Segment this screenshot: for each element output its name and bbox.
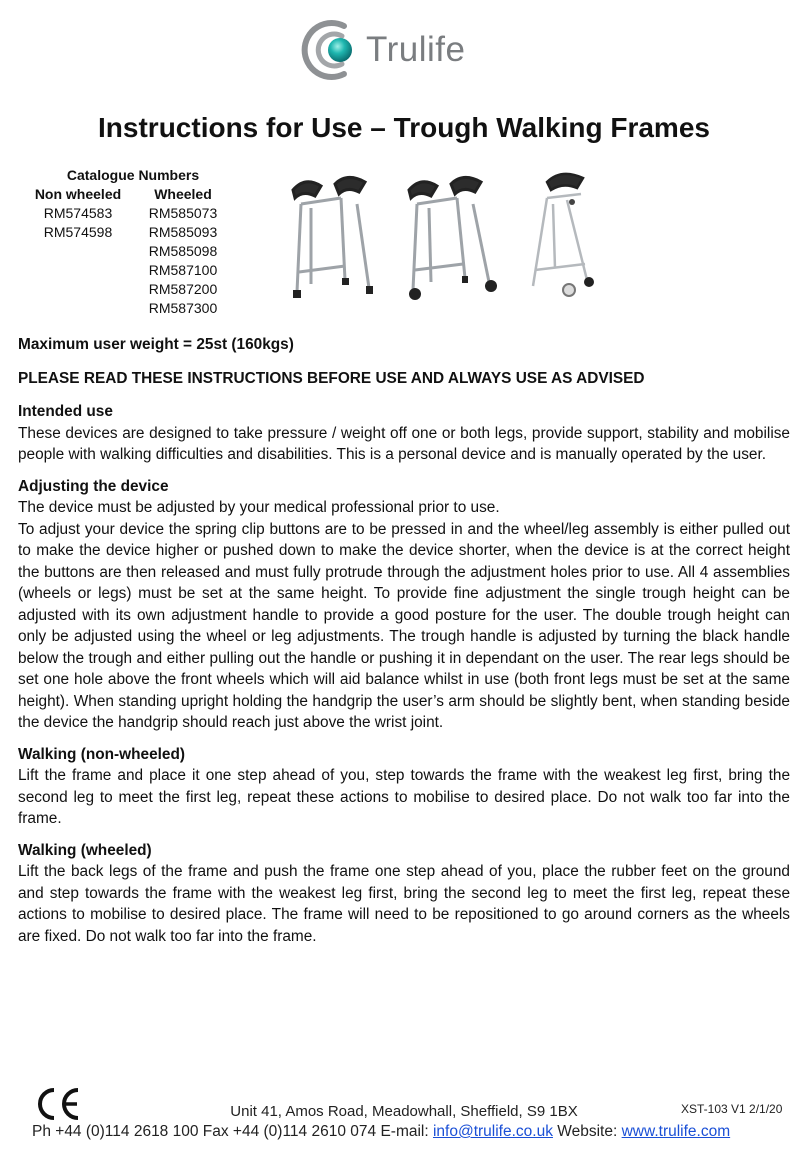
walking-frame-images [285,168,615,308]
section-heading-walking-wheeled: Walking (wheeled) [18,841,152,859]
website-link[interactable]: www.trulife.com [621,1123,731,1140]
catalogue-number: RM574598 [43,224,113,240]
section-heading-adjusting: Adjusting the device [18,477,169,495]
catalogue-numbers [28,166,228,318]
wheeled-column [138,185,228,318]
section-text-walking-wheeled: Lift the back legs of the frame and push the frame one step ahead of you, place the rubber feet on the ground and step towards the frame with the weakest leg first, bring the second leg to meet the first leg, repeat these actions to mobilise to desired place. The frame will need to be repositioned to go around corners as the wheels are fixed. Do not walk too far into the frame. [18,863,790,945]
website-label: Website: [552,1123,622,1140]
trulife-logo-icon [300,18,364,82]
non-wheeled-column [28,185,128,318]
trulife-logo [300,18,510,82]
section-heading-intended-use: Intended use [18,403,113,420]
catalogue-number: RM587300 [148,300,218,316]
double-trough-frame-image [293,177,373,298]
instructions-body [18,334,790,947]
brand-name: Trulife [366,30,466,69]
document-reference: XST-103 V1 2/1/20 [681,1102,783,1116]
section-text-adjusting-intro: The device must be adjusted by your medical professional prior to use. [18,499,500,516]
section-heading-walking-non-wheeled: Walking (non-wheeled) [18,745,186,763]
non-wheeled-label: Non wheeled [34,186,122,202]
wheeled-label: Wheeled [154,186,212,202]
section-text-adjusting: To adjust your device the spring clip buttons are to be pressed in and the wheel/leg assembly is either pulled out to make the device higher or pushed down to make the device shorter, when the device is at the correct height the buttons are then released and must fully protrude through the adjustment holes prior to use. All 4 assemblies (wheels or legs) must be set at the same height. To provide fine adjustment the single trough height can be adjusted with its own adjustment handle to provide a good posture for the user. The double trough height can only be adjusted using the wheel or leg adjustments. The trough handle is adjusted by turning the black handle below the trough and either pulling out the handle or pushing it in dependant on the user. The rear legs should be set one hole above the front wheels which will aid balance whilst in use (both front legs must be set at the same height). When standing upright holding the handgrip the user’s arm should be slightly bent, when standing beside the device the handgrip should reach just above the wrist joint. [18,520,790,731]
footer-phone-fax: Ph +44 (0)114 2618 100 Fax +44 (0)114 2610 074 E-mail: [32,1123,433,1140]
section-text-walking-non-wheeled: Lift the frame and place it one step ahead of you, step towards the frame with the weakest leg first, bring the second leg to meet the first leg, repeat these actions to mobilise to desired place. Do not walk too far into the frame. [18,767,790,827]
email-link[interactable]: info@trulife.co.uk [432,1123,553,1140]
catalogue-number: RM585098 [148,243,218,259]
read-instructions-warning: PLEASE READ THESE INSTRUCTIONS BEFORE USE AND ALWAYS USE AS ADVISED [18,369,645,387]
catalogue-heading: Catalogue Numbers [66,167,200,183]
catalogue-number: RM587100 [148,262,218,278]
catalogue-number: RM587200 [148,281,218,297]
page-title: Instructions for Use – Trough Walking Frames [98,112,710,143]
max-weight: Maximum user weight = 25st (160kgs) [18,336,294,353]
section-text-intended-use: These devices are designed to take pressure / weight off one or both legs, provide support, stability and mobilise people with walking difficulties and disabilities. This is a personal device and is manually operated by the user. [18,424,790,463]
footer-contact [32,1123,792,1141]
single-trough-wheeled-frame-image [533,174,594,296]
footer-address: Unit 41, Amos Road, Meadowhall, Sheffield, S9 1BX [230,1103,578,1120]
catalogue-number: RM574583 [43,205,113,221]
double-trough-wheeled-frame-image [409,177,497,300]
catalogue-number: RM585093 [148,224,218,240]
catalogue-number: RM585073 [148,205,218,221]
ce-mark-text: CE [34,1086,36,1087]
